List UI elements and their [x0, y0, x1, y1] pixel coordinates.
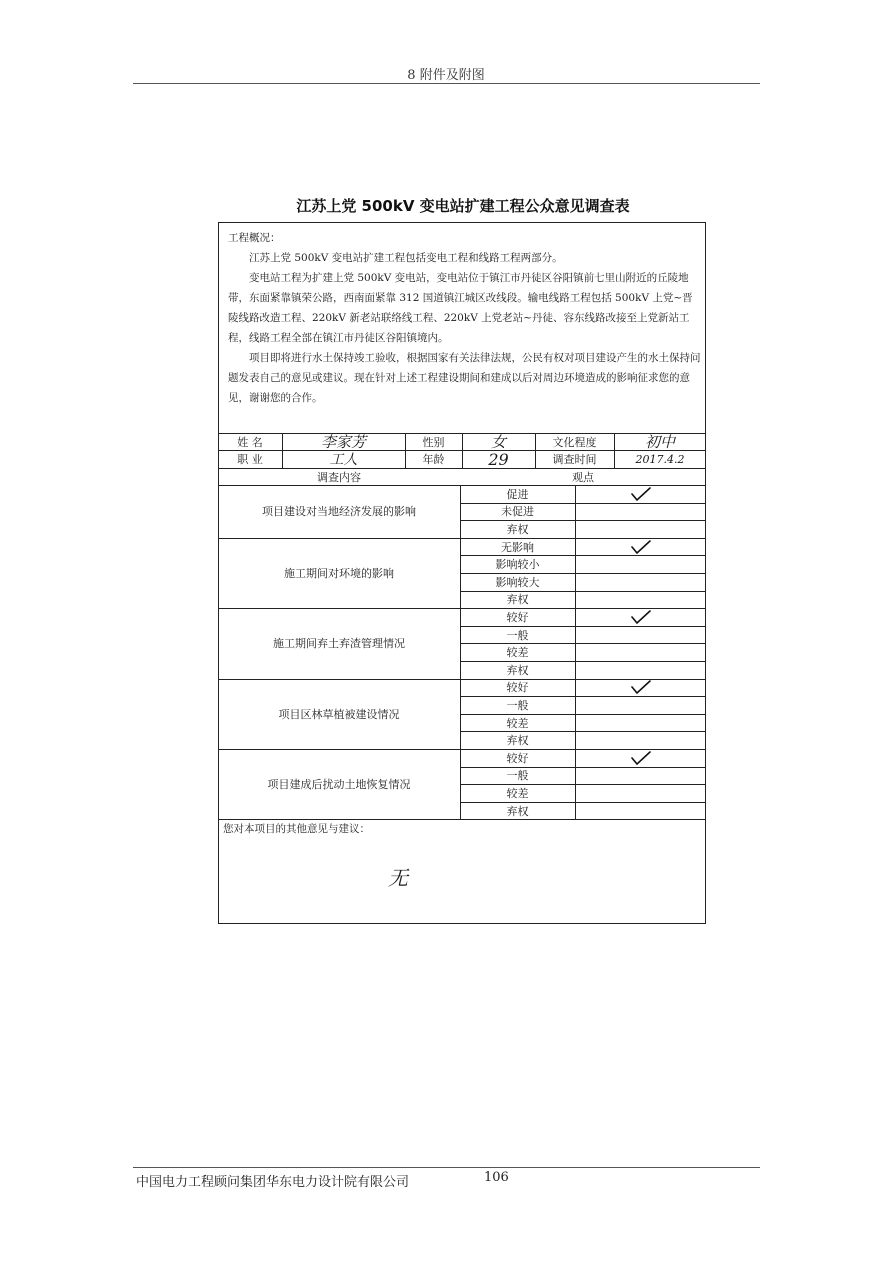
answer-option: 弃权 — [506, 522, 529, 536]
table-rule — [575, 485, 576, 819]
answer-option: 较好 — [506, 610, 529, 624]
other-opinions-label: 您对本项目的其他意见与建议： — [223, 823, 370, 835]
survey-content-header: 调查内容 — [317, 470, 361, 484]
occupation-value: 工人 — [329, 452, 358, 468]
table-rule — [460, 555, 706, 556]
answer-option: 弃权 — [506, 663, 529, 677]
answer-option: 弃权 — [506, 804, 529, 818]
question-topic: 施工期间对环境的影响 — [284, 566, 394, 580]
gender-value: 女 — [490, 433, 506, 451]
answer-option: 未促进 — [501, 505, 534, 519]
answer-option: 较差 — [506, 716, 529, 730]
table-rule — [460, 573, 706, 574]
checkmark-icon — [575, 679, 706, 697]
table-rule — [460, 661, 706, 662]
table-rule — [460, 626, 706, 627]
age-label: 年龄 — [422, 453, 445, 466]
table-rule — [460, 520, 706, 521]
answer-option: 较差 — [506, 786, 529, 800]
answer-option: 弃权 — [506, 593, 529, 607]
table-rule — [460, 731, 706, 732]
answer-option: 一般 — [506, 698, 529, 712]
page-header-section: 8 附件及附图 — [407, 68, 485, 83]
education-value: 初中 — [644, 433, 675, 451]
question-topic: 项目区林草植被建设情况 — [278, 707, 400, 721]
survey-date-value: 2017.4.2 — [635, 452, 685, 466]
question-topic: 项目建设对当地经济发展的影响 — [262, 505, 416, 519]
checkmark-icon — [575, 749, 706, 767]
answer-option: 较好 — [506, 751, 529, 765]
footer-organization: 中国电力工程顾问集团华东电力设计院有限公司 — [136, 1175, 410, 1190]
table-rule — [460, 485, 461, 819]
gender-label: 性别 — [422, 435, 445, 449]
checkmark-icon — [575, 538, 706, 556]
table-rule — [460, 767, 706, 768]
overview-paragraph: 变电站工程为扩建上党 500kV 变电站，变电站位于镇江市丹徒区谷阳镇前七里山附近的丘陵地带，东面紧靠镇荣公路，西南面紧靠 312 国道镇江城区改线段。输电线路工程包括 500kV 上党~晋陵线路改造工程、220kV 新老站联络线工程、220kV 上党老站~丹徒、容东线路改接至上党新站工程，线路工程全部在镇江市丹徒区谷阳镇境内。 — [228, 272, 693, 344]
table-rule — [460, 503, 706, 504]
answer-option: 影响较大 — [495, 575, 540, 589]
answer-option: 一般 — [506, 628, 529, 642]
table-rule — [460, 802, 706, 803]
other-opinions-answer: 无 — [388, 866, 408, 890]
checkmark-icon — [575, 608, 706, 626]
answer-option: 较好 — [506, 681, 529, 695]
table-rule — [460, 591, 706, 592]
table-rule — [460, 784, 706, 785]
footer-rule — [133, 1167, 760, 1168]
overview-paragraph: 江苏上党 500kV 变电站扩建工程包括变电工程和线路工程两部分。 — [249, 252, 563, 264]
table-rule — [460, 643, 706, 644]
age-value: 29 — [488, 449, 509, 469]
survey-date-label: 调查时间 — [552, 453, 597, 466]
name-value: 李家芳 — [320, 433, 366, 451]
overview-paragraph: 项目即将进行水土保持竣工验收，根据国家有关法律法规，公民有权对项目建设产生的水土保持问题发表自己的意见或建议。现在针对上述工程建设期间和建成以后对周边环境造成的影响征求您的意见，谢谢您的合作。 — [228, 352, 701, 404]
answer-option: 弃权 — [506, 734, 529, 748]
page-number: 106 — [484, 1170, 509, 1185]
occupation-label: 职 业 — [237, 453, 263, 466]
question-topic: 施工期间弃土弃渣管理情况 — [273, 637, 405, 651]
answer-option: 促进 — [506, 487, 529, 501]
question-topic: 项目建成后扰动土地恢复情况 — [267, 778, 411, 792]
table-rule — [460, 696, 706, 697]
answer-option: 无影响 — [501, 540, 534, 554]
education-label: 文化程度 — [552, 435, 597, 449]
answer-option: 较差 — [506, 646, 529, 660]
table-rule — [460, 714, 706, 715]
form-title: 江苏上党 500kV 变电站扩建工程公众意见调查表 — [296, 197, 630, 215]
overview-label: 工程概况： — [228, 232, 281, 244]
header-rule — [133, 83, 760, 84]
answer-option: 一般 — [506, 769, 529, 783]
opinion-header: 观点 — [572, 470, 594, 484]
answer-option: 影响较小 — [495, 558, 540, 572]
project-overview — [228, 228, 702, 408]
name-label: 姓 名 — [237, 435, 263, 449]
checkmark-icon — [575, 485, 706, 503]
